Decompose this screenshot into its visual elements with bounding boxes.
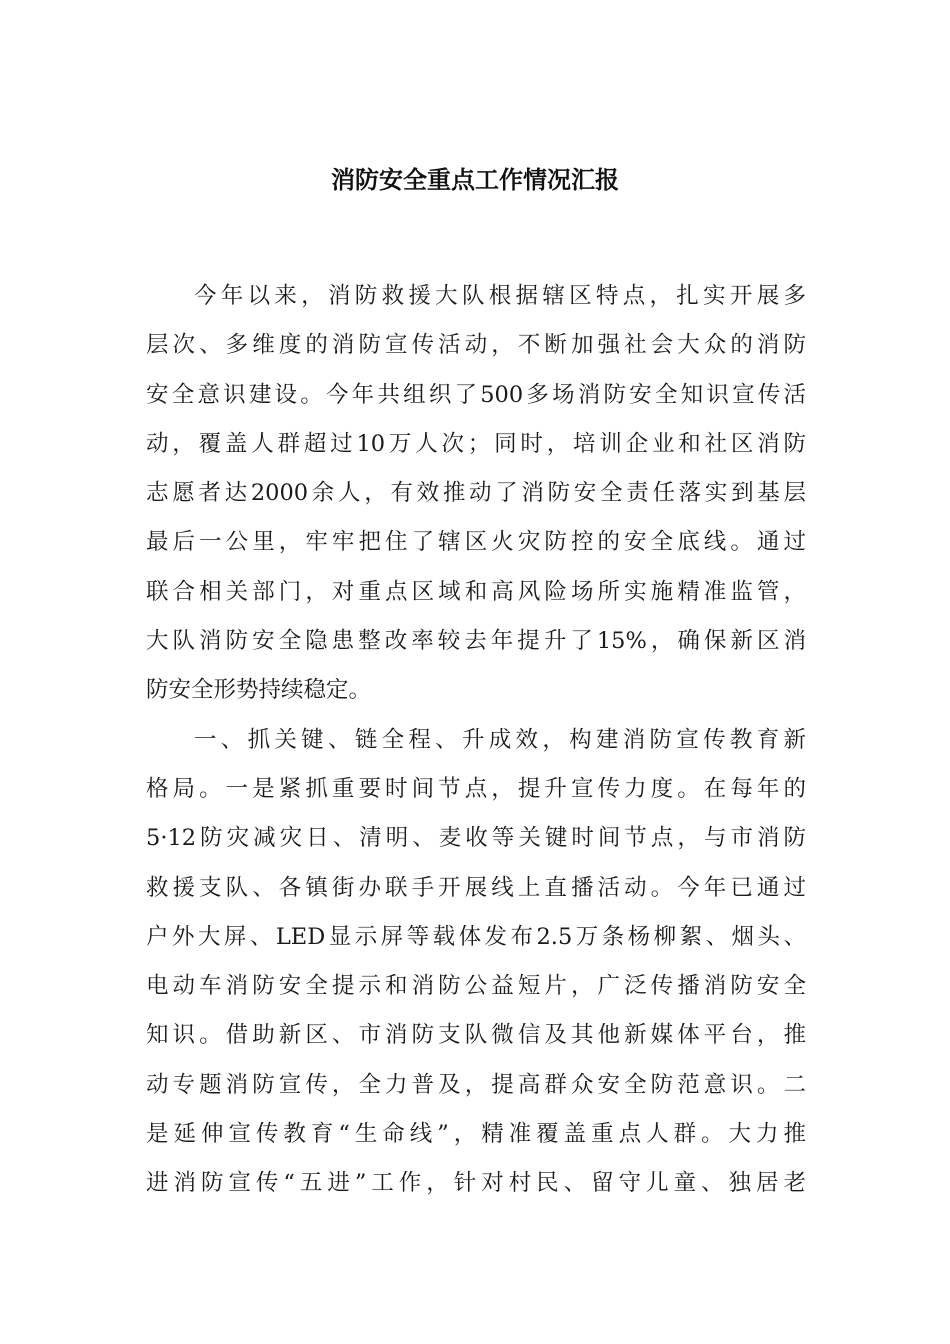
paragraph-line: 电动车消防安全提示和消防公益短片，广泛传播消防安全 <box>146 973 806 1000</box>
paragraph-line: 最后一公里，牢牢把住了辖区火灾防控的安全底线。通过 <box>146 529 806 556</box>
paragraph-line: 今年以来，消防救援大队根据辖区特点，扎实开展多 <box>194 283 806 309</box>
paragraph-line: 大队消防安全隐患整改率较去年提升了15%，确保新区消 <box>146 628 806 655</box>
paragraph-line: 是延伸宣传教育“生命线”，精准覆盖重点人群。大力推 <box>146 1121 806 1148</box>
paragraph-line: 安全意识建设。今年共组织了500多场消防安全知识宣传活 <box>146 381 806 408</box>
paragraph-line: 户外大屏、LED显示屏等载体发布2.5万条杨柳絮、烟头、 <box>146 923 806 950</box>
document-body <box>146 272 806 1209</box>
paragraph-line: 动专题消防宣传，全力普及，提高群众安全防范意识。二 <box>146 1071 806 1098</box>
document-title: 消防安全重点工作情况汇报 <box>331 165 619 194</box>
paragraph-line: 救援支队、各镇街办联手开展线上直播活动。今年已通过 <box>146 874 806 901</box>
paragraph-line: 联合相关部门，对重点区域和高风险场所实施精准监管， <box>146 578 806 605</box>
paragraph-line: 防安全形势持续稳定。 <box>146 677 372 704</box>
paragraph-line: 知识。借助新区、市消防支队微信及其他新媒体平台，推 <box>146 1022 806 1049</box>
paragraph-line: 5·12防灾减灾日、清明、麦收等关键时间节点，与市消防 <box>146 825 806 852</box>
paragraph-line: 层次、多维度的消防宣传活动，不断加强社会大众的消防 <box>146 332 806 359</box>
paragraph-line: 进消防宣传“五进”工作，针对村民、留守儿童、独居老 <box>146 1170 806 1197</box>
paragraph-line: 一、抓关键、链全程、升成效，构建消防宣传教育新 <box>194 726 806 753</box>
paragraph-line: 动，覆盖人群超过10万人次；同时，培训企业和社区消防 <box>146 430 806 457</box>
paragraph-line: 志愿者达2000余人，有效推动了消防安全责任落实到基层 <box>146 480 806 507</box>
paragraph-line: 格局。一是紧抓重要时间节点，提升宣传力度。在每年的 <box>146 775 806 802</box>
